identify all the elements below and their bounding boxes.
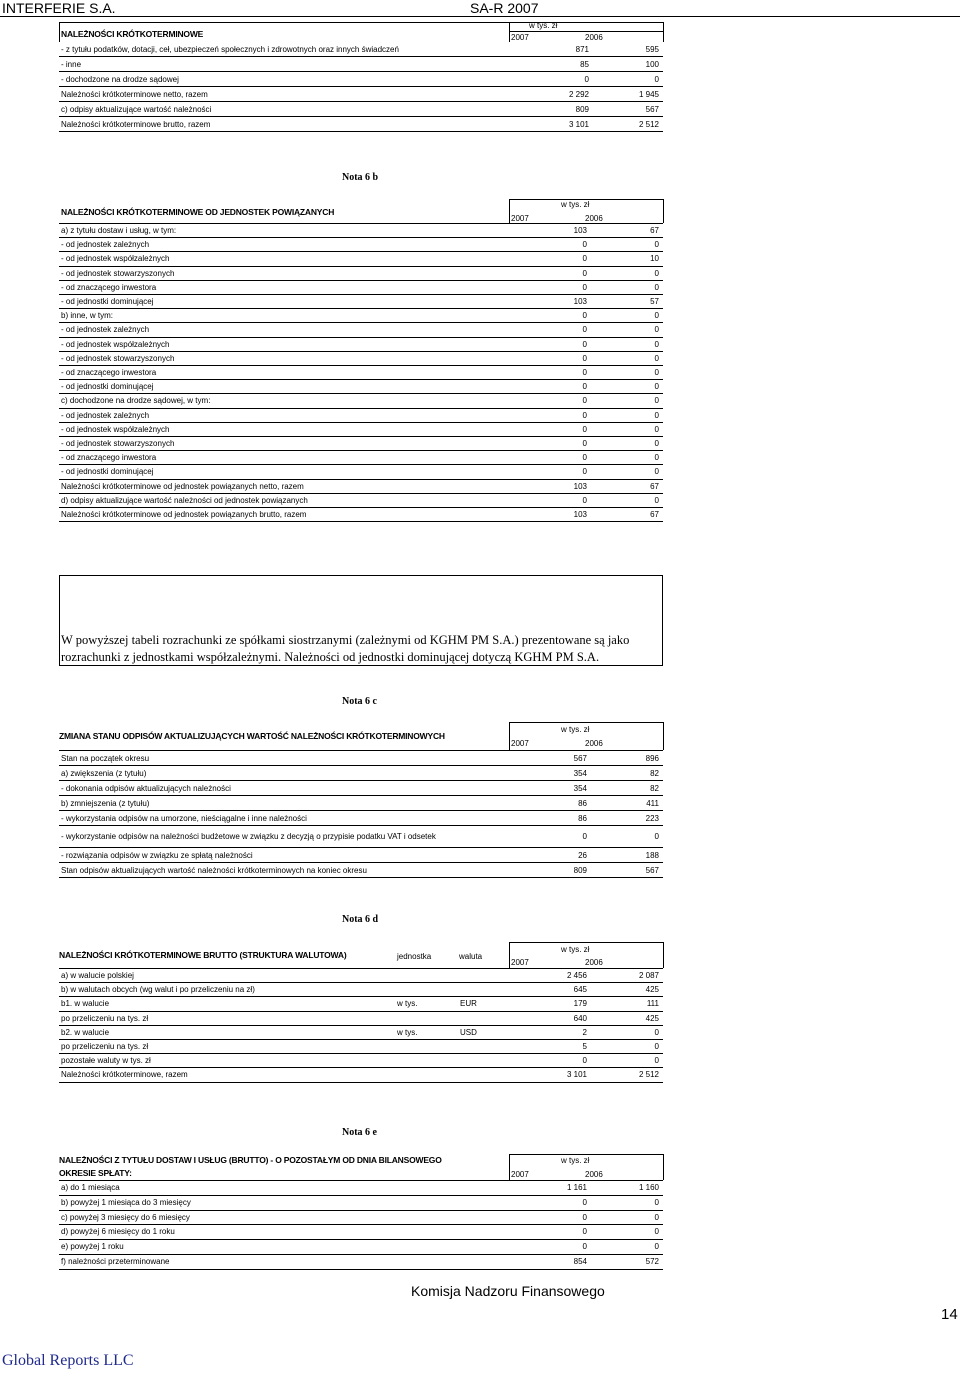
row-label: Stan na początek okresu [61, 754, 150, 763]
row-label: - od jednostki dominującej [61, 297, 154, 306]
value-2007: 86 [578, 814, 587, 823]
year-2006-header: 2006 [585, 214, 603, 223]
value-2007: 0 [582, 1242, 587, 1252]
table-row [59, 366, 663, 380]
value-2007: 0 [582, 268, 587, 278]
company-name: INTERFERIE S.A. [2, 0, 116, 16]
value-2007: 103 [573, 510, 587, 519]
row-label: - dochodzone na drodze sądowej [61, 75, 179, 84]
table-row [59, 224, 663, 238]
value-2007: 0 [582, 1056, 587, 1066]
row-label: Stan odpisów aktualizujących wartość należności krótkoterminowych na koniec okresu [61, 866, 367, 875]
row-label: - inne [61, 60, 82, 69]
table-row [59, 848, 663, 863]
table-row [59, 451, 663, 465]
row-label: - od jednostek współzależnych [61, 424, 170, 434]
value-2007: 103 [573, 481, 587, 491]
year-2007-header: 2007 [511, 214, 529, 223]
nota-6e-heading: Nota 6 e [342, 1127, 377, 1138]
value-2007: 103 [573, 297, 587, 306]
row-label: b) w walutach obcych (wg walut i po przeliczeniu na zł) [61, 985, 255, 995]
row-label: - od jednostek zależnych [61, 240, 150, 250]
row-label: - z tytułu podatków, dotacji, ceł, ubezpieczeń społecznych i zdrowotnych oraz innych świadczeń [61, 45, 399, 54]
value-2007: 0 [582, 1212, 587, 1222]
value-2007: 809 [573, 866, 587, 875]
row-label: - od jednostek stowarzyszonych [61, 268, 175, 278]
value-2006: 0 [654, 467, 659, 477]
table-row [59, 1026, 663, 1040]
row-currency: EUR [460, 999, 477, 1009]
nota-6b-heading: Nota 6 b [342, 172, 379, 183]
value-2006: 2 512 [638, 1070, 659, 1080]
value-2006: 2 087 [638, 971, 659, 980]
value-2007: 0 [582, 240, 587, 250]
table-row [59, 480, 663, 494]
value-2007: 85 [580, 60, 589, 69]
report-code: SA-R 2007 [470, 0, 539, 16]
value-2006: 223 [645, 814, 659, 823]
table-title: NALEŻNOŚCI KRÓTKOTERMINOWE BRUTTO (STRUKTURA WALUTOWA) [59, 950, 347, 960]
row-label: - wykorzystania odpisów na umorzone, nieściągalne i inne należności [61, 814, 307, 823]
table-row [59, 826, 663, 848]
table-row [59, 87, 663, 102]
value-2007: 0 [582, 396, 587, 406]
row-label: - od jednostek współzależnych [61, 339, 170, 349]
value-2006: 0 [654, 453, 659, 463]
row-label: - od jednostek stowarzyszonych [61, 439, 175, 448]
value-2007: 5 [582, 1042, 587, 1051]
row-label: - od jednostek współzależnych [61, 254, 170, 264]
value-2007: 0 [582, 353, 587, 363]
value-2007: 871 [575, 45, 589, 54]
value-2006: 0 [654, 396, 659, 406]
header-rule [0, 16, 960, 17]
value-2007: 645 [573, 985, 587, 995]
value-2006: 0 [654, 495, 659, 505]
nota-6d-heading: Nota 6 d [342, 914, 379, 925]
value-2007: 0 [584, 75, 589, 84]
table-row [59, 409, 663, 423]
table-row [59, 751, 663, 766]
value-2006: 0 [654, 1056, 659, 1066]
row-currency: USD [460, 1027, 477, 1037]
table-row [59, 494, 663, 508]
table-row [59, 766, 663, 781]
units-label: w tys. zł [561, 200, 590, 209]
value-2007: 0 [582, 311, 587, 321]
table-row [59, 465, 663, 479]
explanatory-note-box [59, 575, 663, 666]
value-2006: 2 512 [638, 120, 659, 129]
commission-footer: Komisja Nadzoru Finansowego [411, 1283, 605, 1299]
table-row [59, 1040, 663, 1054]
table-row [59, 863, 663, 878]
table-title: NALEŻNOŚCI KRÓTKOTERMINOWE OD JEDNOSTEK POWIĄZANYCH [61, 207, 335, 217]
table-row [59, 281, 663, 295]
row-label: - wykorzystanie odpisów na należności budżetowe w związku z decyzją o przypisie podatku VAT i odsetek [61, 832, 436, 841]
value-2006: 0 [654, 268, 659, 278]
value-2007: 640 [573, 1013, 587, 1023]
table-row [59, 57, 663, 72]
table-write-off-changes [59, 720, 663, 880]
value-2007: 0 [582, 467, 587, 477]
page-number: 14 [941, 1306, 958, 1323]
row-label: pozostałe waluty w tys. zł [61, 1056, 151, 1066]
table-row [59, 1054, 663, 1068]
value-2006: 111 [646, 999, 659, 1009]
row-label: - dokonania odpisów aktualizujących należności [61, 784, 231, 793]
year-2006-header: 2006 [585, 739, 603, 748]
table-row [59, 309, 663, 323]
table-row [59, 1240, 663, 1255]
value-2006: 425 [645, 1013, 659, 1023]
row-label: a) z tytułu dostaw i usług, w tym: [61, 226, 177, 235]
row-unit: w tys. [397, 1027, 418, 1037]
year-2006-header: 2006 [585, 1170, 603, 1179]
value-2007: 0 [582, 368, 587, 377]
row-label: - od jednostek zależnych [61, 325, 150, 335]
value-2006: 82 [650, 769, 659, 778]
table-row [59, 295, 663, 309]
currency-column-header: waluta [459, 952, 483, 961]
row-label: Należności krótkoterminowe, razem [61, 1070, 188, 1080]
row-label: a) do 1 miesiąca [61, 1183, 120, 1192]
table-row [59, 781, 663, 796]
value-2006: 0 [654, 353, 659, 363]
value-2006: 896 [645, 754, 659, 763]
table-row [59, 323, 663, 337]
value-2006: 0 [654, 382, 659, 392]
value-2007: 0 [582, 453, 587, 463]
value-2007: 0 [582, 1197, 587, 1207]
value-2006: 0 [654, 410, 659, 420]
value-2006: 57 [650, 297, 659, 306]
value-2007: 354 [573, 784, 587, 793]
row-label: a) w walucie polskiej [61, 971, 134, 980]
row-label: - rozwiązania odpisów w związku ze spłatą należności [61, 851, 253, 860]
value-2006: 82 [650, 784, 659, 793]
value-2007: 2 292 [568, 90, 589, 99]
row-label: po przeliczeniu na tys. zł [61, 1013, 149, 1023]
table-row [59, 997, 663, 1011]
row-label: - od znaczącego inwestora [61, 453, 157, 463]
value-2007: 0 [582, 410, 587, 420]
units-label: w tys. zł [529, 21, 558, 30]
table-row [59, 437, 663, 451]
value-2006: 188 [645, 851, 659, 860]
row-label: - od znaczącego inwestora [61, 368, 157, 377]
row-label: c) odpisy aktualizujące wartość należności [61, 105, 212, 114]
table-row [59, 1255, 663, 1270]
units-label: w tys. zł [561, 1156, 590, 1165]
value-2007: 854 [573, 1257, 587, 1266]
value-2006: 0 [654, 1227, 659, 1237]
value-2006: 67 [650, 226, 659, 235]
value-2006: 567 [645, 866, 659, 875]
value-2006: 0 [654, 832, 659, 841]
table-row [59, 983, 663, 997]
value-2006: 425 [645, 985, 659, 995]
table-row [59, 72, 663, 87]
value-2006: 0 [654, 75, 659, 84]
table-row [59, 102, 663, 117]
unit-column-header: jednostka [397, 952, 432, 961]
value-2007: 0 [582, 424, 587, 434]
row-label: po przeliczeniu na tys. zł [61, 1042, 149, 1051]
row-label: - od jednostki dominującej [61, 467, 154, 477]
value-2007: 0 [582, 495, 587, 505]
row-label: - od jednostek zależnych [61, 410, 150, 420]
table-row [59, 1068, 663, 1082]
value-2007: 0 [582, 439, 587, 448]
row-label: Należności krótkoterminowe brutto, razem [61, 120, 211, 129]
value-2006: 0 [654, 325, 659, 335]
value-2007: 1 161 [566, 1183, 587, 1192]
row-label: d) odpisy aktualizujące wartość należności od jednostek powiązanych [61, 495, 308, 505]
table-row [59, 423, 663, 437]
row-unit: w tys. [397, 999, 418, 1009]
value-2006: 0 [654, 282, 659, 292]
value-2007: 0 [582, 282, 587, 292]
table-title: ZMIANA STANU ODPISÓW AKTUALIZUJĄCYCH WARTOŚĆ NALEŻNOŚCI KRÓTKOTERMINOWYCH [59, 731, 445, 741]
table-row [59, 811, 663, 826]
year-2006-header: 2006 [585, 33, 603, 42]
table-related-receivables [59, 197, 663, 527]
explanatory-note-text: W powyższej tabeli rozrachunki ze spółkami siostrzanymi (zależnymi od KGHM PM S.A.) prezentowane są jako rozrachunki z jednostkami współzależnymi. Należności od jednostki dominującej dotyczą KGHM PM S.A. [61, 633, 630, 664]
value-2006: 0 [654, 424, 659, 434]
table-row [59, 1211, 663, 1226]
value-2006: 0 [654, 368, 659, 377]
value-2007: 567 [573, 754, 587, 763]
table-title: NALEŻNOŚCI KRÓTKOTERMINOWE [61, 29, 204, 39]
units-label: w tys. zł [561, 725, 590, 734]
table-row [59, 117, 663, 132]
value-2006: 0 [654, 1197, 659, 1207]
value-2007: 103 [573, 226, 587, 235]
row-label: f) należności przeterminowane [61, 1257, 170, 1266]
value-2007: 354 [573, 769, 587, 778]
table-row [59, 352, 663, 366]
table-short-term-receivables [59, 20, 663, 132]
row-label: Należności krótkoterminowe od jednostek powiązanych brutto, razem [61, 510, 307, 519]
value-2006: 0 [654, 311, 659, 321]
row-label: a) zwiększenia (z tytułu) [61, 769, 147, 778]
row-label: b1. w walucie [61, 999, 110, 1009]
table-row [59, 508, 663, 522]
table-row [59, 394, 663, 408]
value-2006: 595 [645, 45, 659, 54]
value-2006: 0 [654, 1042, 659, 1051]
value-2006: 10 [650, 254, 659, 264]
row-label: b) powyżej 1 miesiąca do 3 miesięcy [61, 1197, 191, 1207]
brand-footer: Global Reports LLC [2, 1352, 134, 1369]
row-label: b2. w walucie [61, 1027, 110, 1037]
value-2006: 411 [646, 799, 659, 808]
value-2007: 2 456 [566, 971, 587, 980]
year-2007-header: 2007 [511, 739, 529, 748]
table-row [59, 42, 663, 57]
value-2006: 1 160 [638, 1183, 659, 1192]
table-row [59, 1225, 663, 1240]
value-2006: 0 [654, 1212, 659, 1222]
value-2006: 0 [654, 339, 659, 349]
value-2006: 572 [645, 1257, 659, 1266]
row-label: Należności krótkoterminowe od jednostek powiązanych netto, razem [61, 481, 304, 491]
row-label: Należności krótkoterminowe netto, razem [61, 90, 208, 99]
value-2007: 26 [578, 851, 587, 860]
value-2007: 86 [578, 799, 587, 808]
table-title-line2: OKRESIE SPŁATY: [59, 1168, 132, 1178]
row-label: c) dochodzone na drodze sądowej, w tym: [61, 396, 211, 406]
value-2007: 809 [575, 105, 589, 114]
value-2007: 0 [582, 832, 587, 841]
value-2006: 100 [645, 60, 659, 69]
value-2006: 0 [654, 439, 659, 448]
value-2006: 567 [645, 105, 659, 114]
value-2007: 0 [582, 382, 587, 392]
row-label: - od jednostek stowarzyszonych [61, 353, 175, 363]
table-row [59, 796, 663, 811]
value-2007: 0 [582, 325, 587, 335]
table-row [59, 238, 663, 252]
table-row [59, 267, 663, 281]
value-2006: 67 [650, 510, 659, 519]
value-2007: 179 [573, 999, 587, 1009]
row-label: b) zmniejszenia (z tytułu) [61, 799, 150, 808]
row-label: d) powyżej 6 miesięcy do 1 roku [61, 1227, 175, 1237]
value-2007: 0 [582, 339, 587, 349]
year-2007-header: 2007 [511, 33, 529, 42]
value-2007: 0 [582, 1227, 587, 1237]
value-2006: 0 [654, 240, 659, 250]
row-label: b) inne, w tym: [61, 311, 114, 321]
table-row [59, 1181, 663, 1196]
table-row [59, 1196, 663, 1211]
table-row [59, 1012, 663, 1026]
year-2007-header: 2007 [511, 1170, 529, 1179]
table-currency-structure [59, 940, 663, 1090]
row-label: - od znaczącego inwestora [61, 282, 157, 292]
value-2006: 67 [650, 481, 659, 491]
units-label: w tys. zł [561, 945, 590, 954]
row-label: e) powyżej 1 roku [61, 1242, 124, 1252]
year-2006-header: 2006 [585, 958, 603, 967]
table-row [59, 338, 663, 352]
value-2007: 2 [582, 1027, 587, 1037]
table-maturity [59, 1152, 663, 1277]
year-2007-header: 2007 [511, 958, 529, 967]
value-2006: 0 [654, 1242, 659, 1252]
table-row [59, 380, 663, 394]
row-label: - od jednostki dominującej [61, 382, 154, 392]
value-2007: 3 101 [568, 120, 589, 129]
value-2007: 0 [582, 254, 587, 264]
value-2006: 1 945 [638, 90, 659, 99]
nota-6c-heading: Nota 6 c [342, 696, 377, 707]
table-title-line1: NALEŻNOŚCI Z TYTUŁU DOSTAW I USŁUG (BRUTTO) - O POZOSTAŁYM OD DNIA BILANSOWEGO [59, 1155, 442, 1165]
table-row [59, 969, 663, 983]
value-2006: 0 [654, 1027, 659, 1037]
value-2007: 3 101 [566, 1070, 587, 1080]
row-label: c) powyżej 3 miesięcy do 6 miesięcy [61, 1212, 190, 1222]
table-row [59, 252, 663, 266]
